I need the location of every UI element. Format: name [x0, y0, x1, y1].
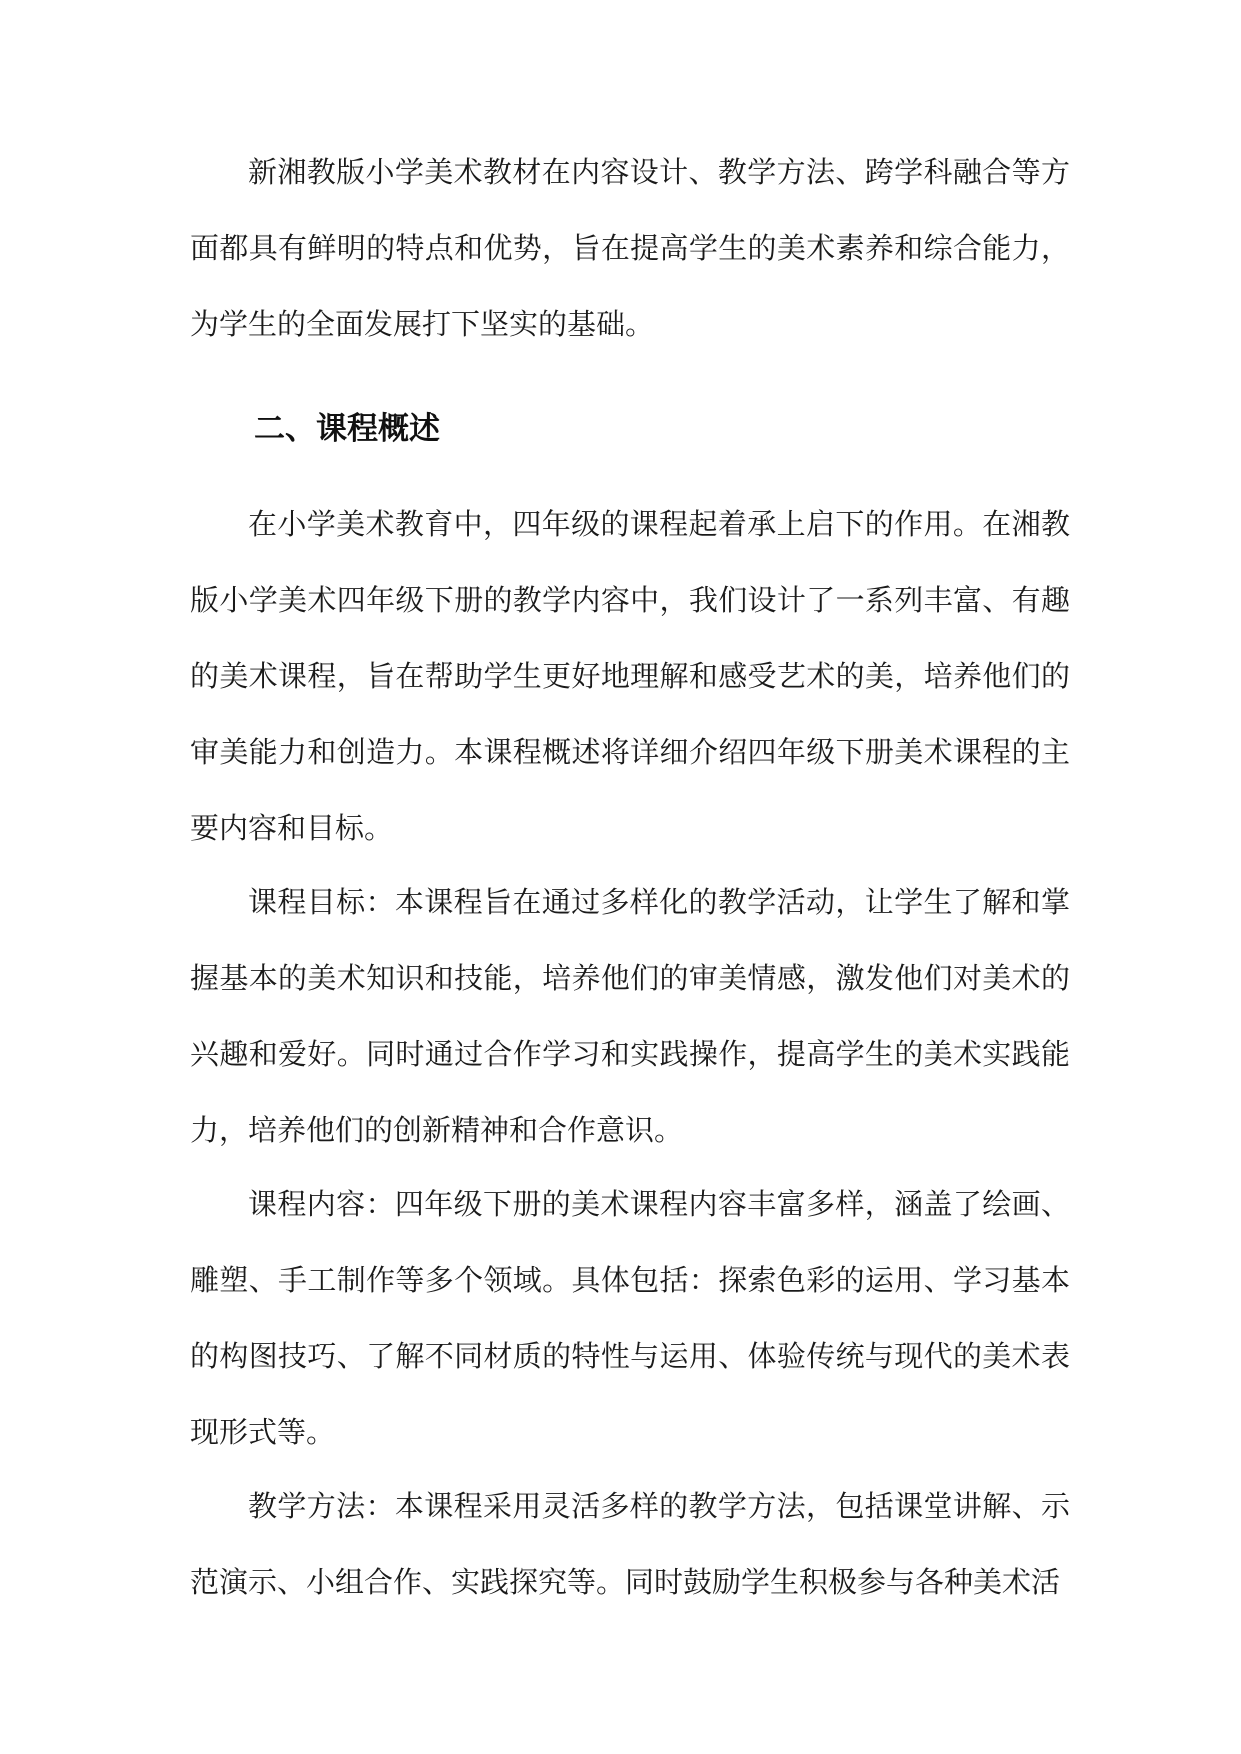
section-heading: 二、课程概述 — [254, 411, 440, 447]
paragraph-course-content: 课程内容：四年级下册的美术课程内容丰富多样，涵盖了绘画、雕塑、手工制作等多个领域。具体包括：探索色彩的运用、学习基本的构图技巧、了解不同材质的特性与运用、体验传统与现代的美术表现形式等。 — [190, 1187, 1070, 1449]
paragraph-overview: 在小学美术教育中，四年级的课程起着承上启下的作用。在湘教版小学美术四年级下册的教学内容中，我们设计了一系列丰富、有趣的美术课程，旨在帮助学生更好地理解和感受艺术的美，培养他们的审美能力和创造力。本课程概述将详细介绍四年级下册美术课程的主要内容和目标。 — [190, 507, 1070, 845]
intro-paragraph: 新湘教版小学美术教材在内容设计、教学方法、跨学科融合等方面都具有鲜明的特点和优势，旨在提高学生的美术素养和综合能力，为学生的全面发展打下坚实的基础。 — [190, 155, 1070, 341]
paragraph-course-goals: 课程目标：本课程旨在通过多样化的教学活动，让学生了解和掌握基本的美术知识和技能，培养他们的审美情感，激发他们对美术的兴趣和爱好。同时通过合作学习和实践操作，提高学生的美术实践能力，培养他们的创新精神和合作意识。 — [190, 885, 1070, 1147]
paragraph-teaching-methods: 教学方法：本课程采用灵活多样的教学方法，包括课堂讲解、示范演示、小组合作、实践探究等。同时鼓励学生积极参与各种美术活 — [190, 1489, 1070, 1599]
